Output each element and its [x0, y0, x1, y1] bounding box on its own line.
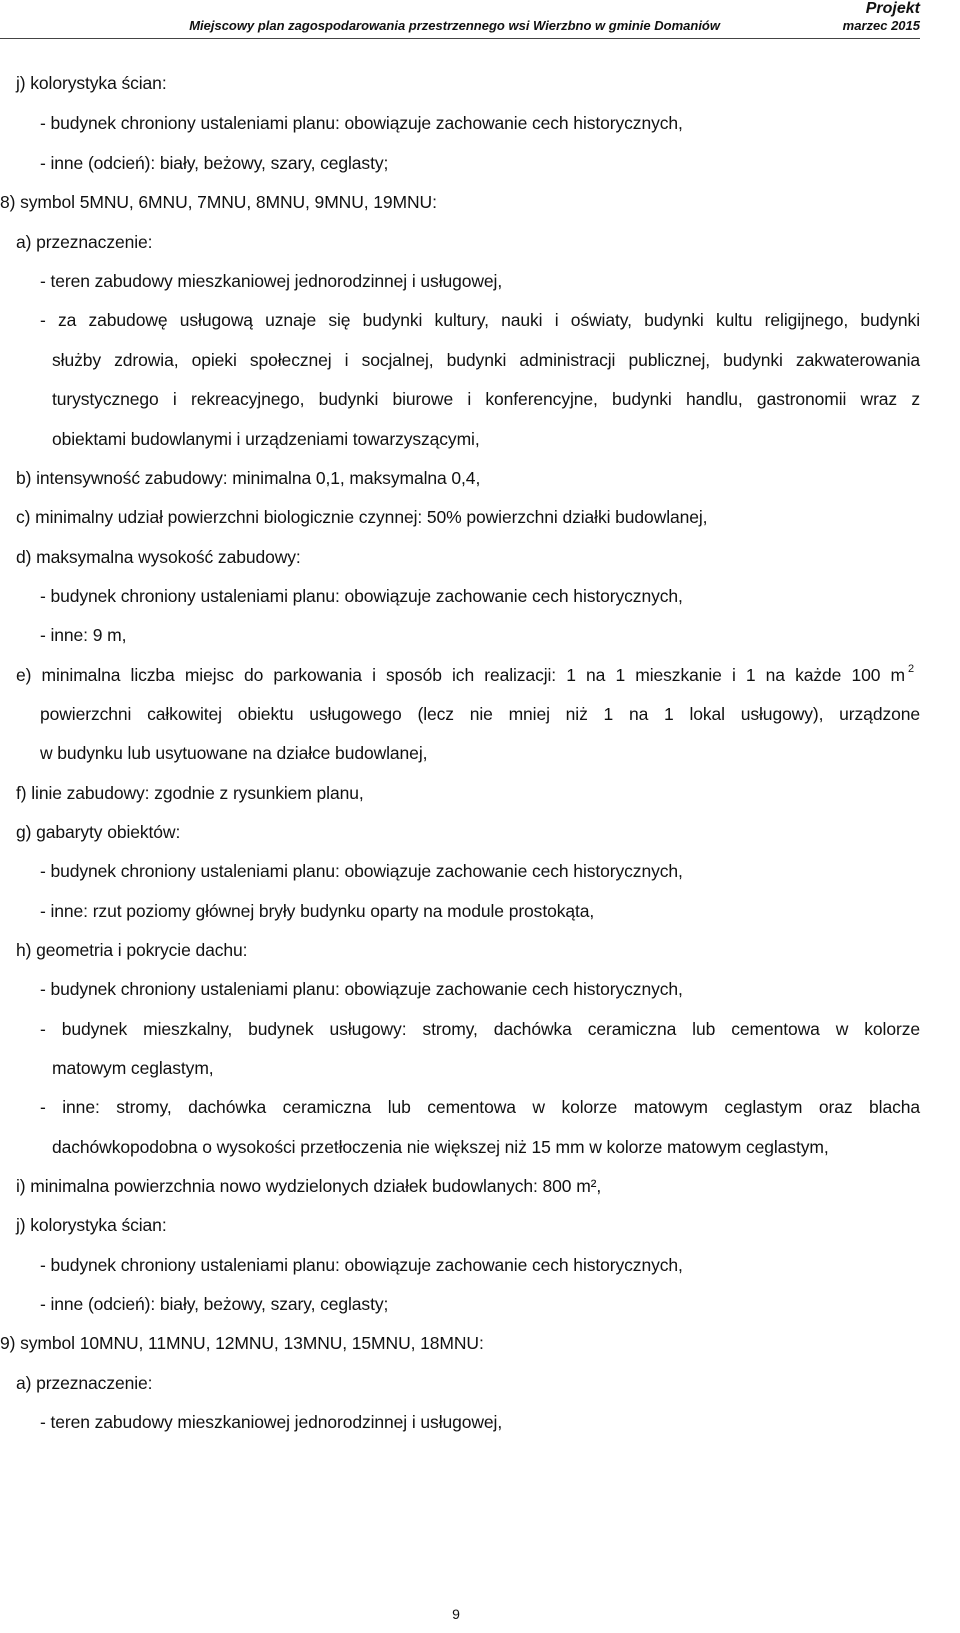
line: - inne: 9 m,: [40, 625, 127, 645]
header-status: [866, 0, 920, 18]
line: - budynek chroniony ustaleniami planu: obowiązuje zachowanie cech historycznych,: [40, 113, 683, 133]
line: - budynek chroniony ustaleniami planu: obowiązuje zachowanie cech historycznych,: [40, 861, 683, 881]
line: - budynek chroniony ustaleniami planu: obowiązuje zachowanie cech historycznych,: [40, 979, 683, 999]
line: - teren zabudowy mieszkaniowej jednorodzinnej i usługowej,: [40, 1412, 503, 1432]
superscript: 2: [908, 663, 915, 675]
line: obiektami budowlanymi i urządzeniami towarzyszącymi,: [52, 429, 480, 449]
header-status-label: Projekt: [865, 0, 920, 17]
page-header: [0, 0, 960, 40]
line: - inne (odcień): biały, beżowy, szary, ceglasty;: [40, 1294, 389, 1314]
line: j) kolorystyka ścian:: [16, 1215, 167, 1235]
header-title: Miejscowy plan zagospodarowania przestrzennego wsi Wierzbno w gminie Domaniów: [189, 18, 720, 33]
line: c) minimalny udział powierzchni biologicznie czynnej: 50% powierzchni działki budowlanej,: [16, 507, 708, 527]
line: a) przeznaczenie:: [16, 232, 153, 252]
line: b) intensywność zabudowy: minimalna 0,1, maksymalna 0,4,: [16, 468, 481, 488]
line: f) linie zabudowy: zgodnie z rysunkiem planu,: [16, 783, 364, 803]
line: h) geometria i pokrycie dachu:: [16, 940, 248, 960]
line: 9) symbol 10MNU, 11MNU, 12MNU, 13MNU, 15MNU, 18MNU:: [0, 1333, 484, 1353]
line: j) kolorystyka ścian:: [16, 73, 167, 93]
line: powierzchni całkowitej obiektu usługowego (lecz nie mniej niż 1 na 1 lokal usługowy), urządzone: [40, 704, 920, 724]
line: 8) symbol 5MNU, 6MNU, 7MNU, 8MNU, 9MNU, 19MNU:: [0, 192, 437, 212]
line: dachówkopodobna o wysokości przetłoczenia nie większej niż 15 mm w kolorze matowym ceglastym,: [52, 1137, 829, 1157]
line: służby zdrowia, opieki społecznej i socjalnej, budynki administracji publicznej, budynki zakwaterowania: [52, 350, 920, 370]
line: a) przeznaczenie:: [16, 1373, 153, 1393]
header-rule: [0, 38, 920, 39]
line: w budynku lub usytuowane na działce budowlanej,: [40, 743, 428, 763]
line: - inne: stromy, dachówka ceramiczna lub cementowa w kolorze matowym ceglastym oraz blacha: [40, 1097, 920, 1117]
line: - budynek mieszkalny, budynek usługowy: stromy, dachówka ceramiczna lub cementowa w kolorze: [40, 1019, 920, 1039]
line: - inne: rzut poziomy głównej bryły budynku oparty na module prostokąta,: [40, 901, 595, 921]
line: - budynek chroniony ustaleniami planu: obowiązuje zachowanie cech historycznych,: [40, 1255, 683, 1275]
line: - budynek chroniony ustaleniami planu: obowiązuje zachowanie cech historycznych,: [40, 586, 683, 606]
line: g) gabaryty obiektów:: [16, 822, 181, 842]
line: - inne (odcień): biały, beżowy, szary, ceglasty;: [40, 153, 389, 173]
line: e) minimalna liczba miejsc do parkowania i sposób ich realizacji: 1 na 1 mieszkanie i 1 na każde 100 m: [16, 665, 905, 685]
header-date: marzec 2015: [842, 18, 920, 33]
line: turystycznego i rekreacyjnego, budynki biurowe i konferencyjne, budynki handlu, gastronomii wraz z: [52, 389, 920, 409]
line: - teren zabudowy mieszkaniowej jednorodzinnej i usługowej,: [40, 271, 503, 291]
line: d) maksymalna wysokość zabudowy:: [16, 547, 301, 567]
page-number: 9: [452, 1606, 460, 1622]
line: matowym ceglastym,: [52, 1058, 214, 1078]
line: - za zabudowę usługową uznaje się budynki kultury, nauki i oświaty, budynki kultu religijnego, budynki: [40, 310, 920, 330]
line: i) minimalna powierzchnia nowo wydzielonych działek budowlanych: 800 m²,: [16, 1176, 602, 1196]
